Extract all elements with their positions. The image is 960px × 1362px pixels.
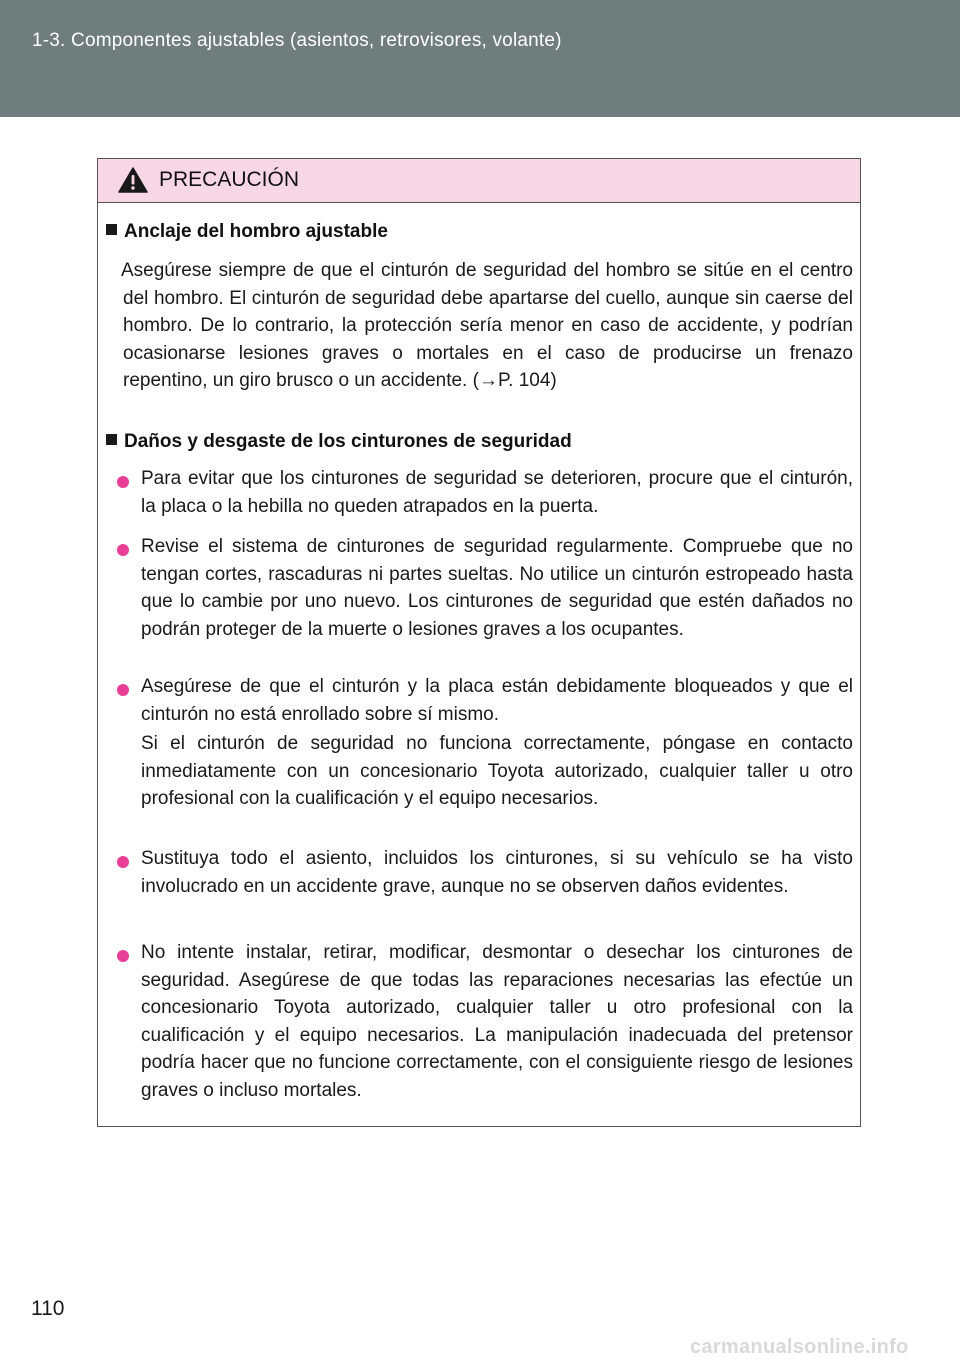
bullet-item-3-note: Si el cinturón de seguridad no funciona correctamente, póngase en contacto inmediatamente con un concesionario Toyota autorizado, cualquier taller u otro profesional con la cualificación y el equipo necesarios. (141, 733, 853, 809)
bullet-dot-icon (117, 684, 129, 696)
bullet-item-1: Para evitar que los cinturones de seguridad se deterioren, procure que el cinturón, la placa o la hebilla no queden atrapados en la puerta. (141, 468, 853, 517)
bullet-item-2: Revise el sistema de cinturones de seguridad regularmente. Compruebe que no tengan cortes, rascaduras ni partes sueltas. No utilice un cinturón estropeado hasta que lo cambie por uno nuevo. Los cinturones de seguridad que estén dañados no podrán proteger de la muerte o lesiones graves a los ocupantes. (141, 536, 853, 640)
warning-icon (118, 167, 148, 193)
square-bullet-icon (106, 224, 117, 235)
bullet-item-3: Asegúrese de que el cinturón y la placa están debidamente bloqueados y que el cinturón no está enrollado sobre sí mismo. (141, 676, 853, 725)
watermark: carmanualsonline.info (690, 1336, 909, 1358)
square-bullet-icon (106, 434, 117, 445)
caution-box (97, 158, 861, 1127)
bullet-dot-icon (117, 950, 129, 962)
section-heading-shoulder-anchor: Anclaje del hombro ajustable (106, 221, 388, 243)
bullet-dot-icon (117, 544, 129, 556)
bullet-item-4: Sustituya todo el asiento, incluidos los cinturones, si su vehículo se ha visto involucrado en un accidente grave, aunque no se observen daños evidentes. (141, 848, 853, 897)
section1-body: Asegúrese siempre de que el cinturón de seguridad del hombro se sitúe en el centro del hombro. El cinturón de seguridad debe apartarse del cuello, aunque sin caerse del hombro. De lo contrario, la protección sería menor en caso de accidente, y podrían ocasionarse lesiones graves o mortales en el caso de producirse un frenazo repentino, un giro brusco o un accidente. (→P. 104) (121, 260, 853, 391)
bullet-item-5: No intente instalar, retirar, modificar, desmontar o desechar los cinturones de seguridad. Asegúrese de que todas las reparaciones necesarias las efectúe un concesionario Toyota autorizado, cualquier taller u otro profesional con la cualificación y el equipo necesarios. La manipulación inadecuada del pretensor podría hacer que no funcione correctamente, con el consiguiente riesgo de lesiones graves o incluso mortales. (141, 942, 853, 1101)
bullet-dot-icon (117, 476, 129, 488)
section-heading-belt-damage: Daños y desgaste de los cinturones de seguridad (106, 431, 572, 453)
section-title: 1-3. Componentes ajustables (asientos, retrovisores, volante) (32, 30, 562, 51)
page-number: 110 (31, 1297, 65, 1320)
caution-title: PRECAUCIÓN (159, 168, 300, 191)
header-band (0, 0, 960, 117)
caution-header (98, 159, 860, 203)
bullet-dot-icon (117, 856, 129, 868)
